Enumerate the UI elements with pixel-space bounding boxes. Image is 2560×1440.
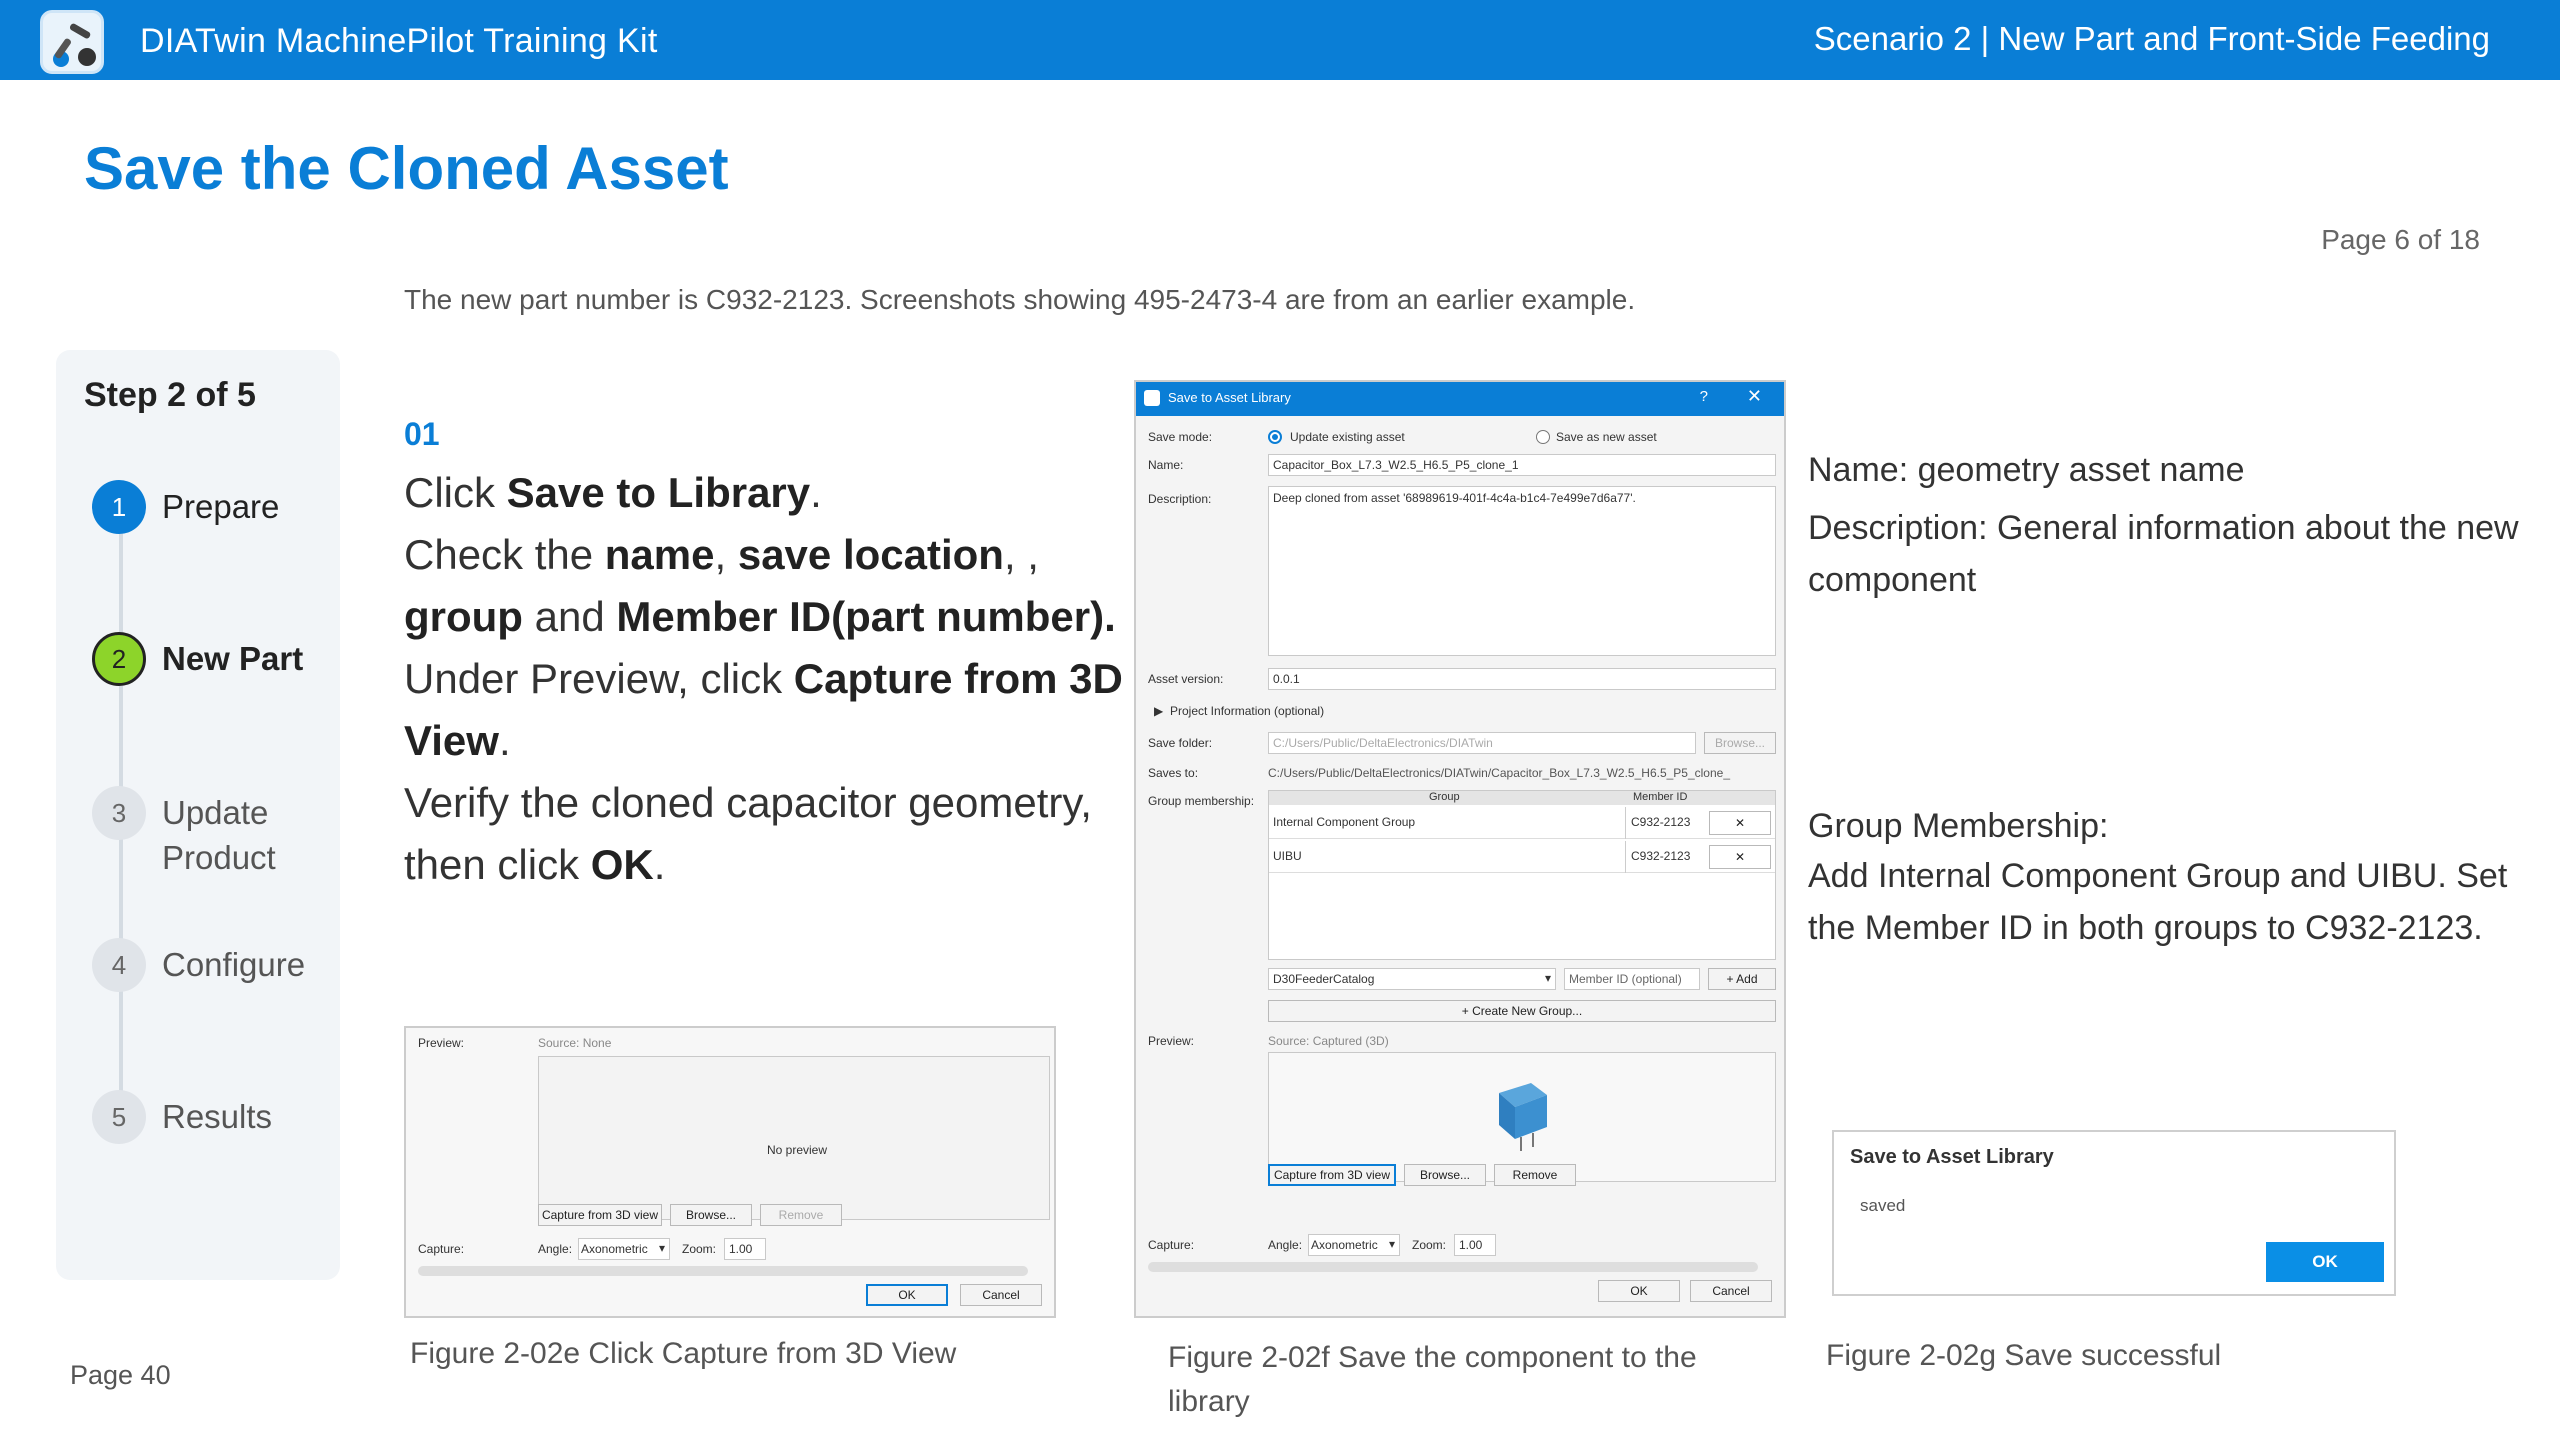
page-count: Page 6 of 18 bbox=[2321, 224, 2480, 255]
step-label: Prepare bbox=[162, 488, 280, 525]
table-header bbox=[1269, 791, 1775, 805]
step-label: New Part bbox=[162, 640, 304, 677]
group-table bbox=[1268, 790, 1776, 960]
add-group-button[interactable]: + Add bbox=[1708, 968, 1776, 990]
dialog-title: Save to Asset Library bbox=[1850, 1146, 2054, 1168]
preview-label: Preview: bbox=[1148, 1034, 1195, 1048]
instr-text: Click bbox=[404, 469, 507, 516]
page-footer: Page 40 bbox=[70, 1360, 171, 1390]
member-id-input[interactable] bbox=[1564, 968, 1700, 990]
dialog-title: Save to Asset Library bbox=[1168, 390, 1291, 405]
instr-text: Verify the cloned capacitor geometry, bbox=[404, 779, 1092, 826]
saved-message: saved bbox=[1860, 1196, 1906, 1215]
step-number: 5 bbox=[92, 1090, 146, 1144]
angle-value: Axonometric bbox=[581, 1242, 648, 1256]
preview-area bbox=[538, 1056, 1050, 1220]
figure-capture-preview bbox=[404, 1026, 1056, 1318]
capture-from-3d-button[interactable]: Capture from 3D view bbox=[1268, 1164, 1396, 1186]
ok-button[interactable]: OK bbox=[1598, 1280, 1680, 1302]
part-number-note: The new part number is C932-2123. Screenshots showing 495-2473-4 are from an earlier example. bbox=[404, 284, 1636, 315]
instruction-step-number: 01 bbox=[404, 416, 440, 452]
chevron-down-icon: ▾ bbox=[658, 1241, 665, 1255]
step-label: Configure bbox=[162, 946, 306, 983]
zoom-value: 1.00 bbox=[1459, 1238, 1483, 1252]
preview-area bbox=[1268, 1052, 1776, 1182]
remove-button[interactable]: Remove bbox=[760, 1204, 842, 1226]
table-row[interactable] bbox=[1269, 807, 1775, 839]
description-value: Deep cloned from asset '68989619-401f-4c4a-b1c4-7e499e7d6a77'. bbox=[1273, 491, 1636, 505]
saves-to-value: C:/Users/Public/DeltaElectronics/DIATwin/Capacitor_Box_L7.3_W2.5_H6.5_P5_clone_ bbox=[1268, 766, 1731, 780]
radio-save-new[interactable] bbox=[1536, 430, 1550, 444]
angle-value: Axonometric bbox=[1311, 1238, 1378, 1252]
page-title: Save the Cloned Asset bbox=[84, 135, 729, 202]
instr-bold: name bbox=[604, 531, 715, 578]
instr-bold: save location bbox=[737, 531, 1004, 578]
member-id-placeholder: Member ID (optional) bbox=[1569, 972, 1682, 986]
help-icon[interactable]: ? bbox=[1699, 388, 1708, 405]
instr-bold: group bbox=[404, 593, 523, 640]
instr-bold: Save to Library bbox=[506, 469, 811, 516]
saves-to-label: Saves to: bbox=[1148, 766, 1199, 780]
capture-label: Capture: bbox=[1148, 1238, 1195, 1252]
cancel-button[interactable]: Cancel bbox=[960, 1284, 1042, 1306]
save-to-asset-library-dialog bbox=[1134, 380, 1786, 1318]
catalog-value: D30FeederCatalog bbox=[1273, 972, 1375, 986]
close-icon[interactable]: ✕ bbox=[1746, 386, 1762, 406]
ok-button[interactable]: OK bbox=[866, 1284, 948, 1306]
table-row[interactable] bbox=[1269, 841, 1775, 873]
project-info-toggle[interactable]: Project Information (optional) bbox=[1170, 704, 1325, 718]
member-id[interactable]: C932-2123 bbox=[1631, 849, 1691, 863]
zoom-input[interactable] bbox=[724, 1238, 766, 1260]
ok-button[interactable]: OK bbox=[2266, 1242, 2384, 1282]
instr-text: . bbox=[810, 469, 822, 516]
zoom-label: Zoom: bbox=[1412, 1238, 1447, 1252]
description-note: Description: General information about the new component bbox=[1808, 509, 2519, 599]
col-member-id: Member ID bbox=[1633, 791, 1688, 803]
instr-text: Check the bbox=[404, 531, 605, 578]
scenario-title: Scenario 2 | New Part and Front-Side Feeding bbox=[1813, 20, 2490, 57]
save-folder-value: C:/Users/Public/DeltaElectronics/DIATwin bbox=[1273, 736, 1493, 750]
angle-label: Angle: bbox=[538, 1242, 573, 1256]
step-progress-panel bbox=[56, 350, 340, 1280]
asset-version-input[interactable] bbox=[1268, 668, 1776, 690]
name-value: Capacitor_Box_L7.3_W2.5_H6.5_P5_clone_1 bbox=[1273, 458, 1519, 472]
browse-folder-button[interactable]: Browse... bbox=[1704, 732, 1776, 754]
browse-button[interactable]: Browse... bbox=[670, 1204, 752, 1226]
save-folder-label: Save folder: bbox=[1148, 736, 1213, 750]
asset-version-value: 0.0.1 bbox=[1273, 672, 1300, 686]
chevron-down-icon: ▾ bbox=[1388, 1237, 1395, 1251]
zoom-input[interactable] bbox=[1454, 1234, 1496, 1256]
remove-button[interactable]: Remove bbox=[1494, 1164, 1576, 1186]
col-group: Group bbox=[1429, 791, 1460, 803]
name-note: Name: geometry asset name bbox=[1808, 451, 2245, 489]
create-new-group-button[interactable]: + Create New Group... bbox=[1268, 1000, 1776, 1022]
steps-title: Step 2 of 5 bbox=[84, 376, 256, 414]
step-label: Update Product bbox=[162, 794, 276, 876]
step-number: 1 bbox=[92, 480, 146, 534]
name-label: Name: bbox=[1148, 458, 1184, 472]
remove-row-icon[interactable]: ✕ bbox=[1709, 811, 1771, 835]
no-preview-text: No preview bbox=[767, 1143, 828, 1157]
top-bar bbox=[0, 0, 2560, 80]
description-textarea[interactable] bbox=[1268, 486, 1776, 656]
figure-caption-f: Figure 2-02f Save the component to the library bbox=[1168, 1341, 1697, 1418]
angle-select[interactable] bbox=[578, 1238, 670, 1260]
member-id[interactable]: C932-2123 bbox=[1631, 815, 1691, 829]
instr-bold: Member ID(part number). bbox=[616, 593, 1116, 640]
angle-select[interactable] bbox=[1308, 1234, 1400, 1256]
group-membership-note: Add Internal Component Group and UIBU. Set the Member ID in both groups to C932-2123. bbox=[1808, 857, 2508, 947]
save-success-dialog bbox=[1832, 1130, 2396, 1296]
app-title: DIATwin MachinePilot Training Kit bbox=[140, 22, 658, 60]
dialog-titlebar bbox=[1136, 382, 1784, 416]
radio-update-existing[interactable] bbox=[1268, 430, 1282, 444]
asset-version-label: Asset version: bbox=[1148, 672, 1224, 686]
angle-label: Angle: bbox=[1268, 1238, 1303, 1252]
expand-triangle-icon[interactable]: ▶ bbox=[1154, 704, 1164, 718]
instr-text: . bbox=[653, 841, 666, 888]
app-icon bbox=[1144, 390, 1160, 406]
radio-save-new-label: Save as new asset bbox=[1556, 430, 1657, 444]
cancel-button[interactable]: Cancel bbox=[1690, 1280, 1772, 1302]
zoom-label: Zoom: bbox=[682, 1242, 717, 1256]
radio-update-label: Update existing asset bbox=[1290, 430, 1405, 444]
instr-text: , bbox=[714, 531, 738, 578]
group-name: UIBU bbox=[1273, 849, 1302, 863]
step-number: 2 bbox=[92, 632, 146, 686]
capacitor-preview-icon bbox=[1493, 1079, 1553, 1155]
instr-text: Under Preview, click bbox=[404, 655, 794, 702]
capture-label: Capture: bbox=[418, 1242, 465, 1256]
capture-from-3d-button[interactable]: Capture from 3D view bbox=[538, 1204, 662, 1226]
instr-bold: Capture from 3D View bbox=[404, 655, 1123, 764]
instr-text: then click bbox=[404, 841, 591, 888]
name-input[interactable] bbox=[1268, 454, 1776, 476]
group-membership-title: Group Membership: bbox=[1808, 807, 2109, 845]
step-number: 4 bbox=[92, 938, 146, 992]
zoom-value: 1.00 bbox=[729, 1242, 753, 1256]
preview-source: Source: None bbox=[538, 1036, 612, 1050]
group-name: Internal Component Group bbox=[1273, 815, 1416, 829]
step-label: Results bbox=[162, 1098, 273, 1135]
instr-bold: OK bbox=[590, 841, 654, 888]
description-label: Description: bbox=[1148, 492, 1212, 506]
preview-label: Preview: bbox=[418, 1036, 465, 1050]
save-mode-label: Save mode: bbox=[1148, 430, 1213, 444]
preview-source: Source: Captured (3D) bbox=[1268, 1034, 1389, 1048]
figure-caption-g: Figure 2-02g Save successful bbox=[1826, 1339, 2222, 1372]
horizontal-scrollbar[interactable] bbox=[1148, 1262, 1758, 1272]
figure-caption-e: Figure 2-02e Click Capture from 3D View bbox=[410, 1337, 957, 1370]
robot-arm-icon bbox=[40, 10, 104, 74]
remove-row-icon[interactable]: ✕ bbox=[1709, 845, 1771, 869]
browse-button[interactable]: Browse... bbox=[1404, 1164, 1486, 1186]
save-folder-input[interactable] bbox=[1268, 732, 1696, 754]
instr-text: and bbox=[522, 593, 617, 640]
chevron-down-icon: ▾ bbox=[1544, 971, 1551, 985]
instr-text: . bbox=[498, 717, 511, 764]
instr-text: , , bbox=[1003, 531, 1039, 578]
instruction-text bbox=[404, 462, 1124, 896]
step-number: 3 bbox=[92, 786, 146, 840]
horizontal-scrollbar[interactable] bbox=[418, 1266, 1028, 1276]
group-membership-label: Group membership: bbox=[1148, 794, 1255, 808]
catalog-select[interactable] bbox=[1268, 968, 1556, 990]
